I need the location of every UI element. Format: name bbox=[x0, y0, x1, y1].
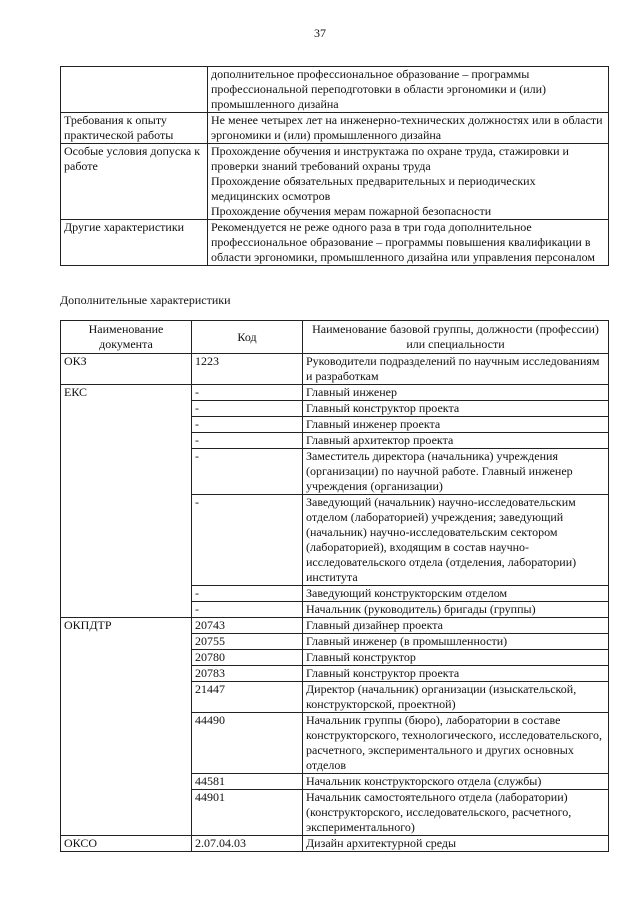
document-cell: ОКСО bbox=[61, 836, 192, 852]
requirement-value bbox=[208, 144, 609, 220]
requirements-row bbox=[61, 67, 609, 113]
name-cell: Директор (начальник) организации (изыскательской, конструкторской, проектной) bbox=[303, 682, 609, 713]
code-cell: 2.07.04.03 bbox=[192, 836, 303, 852]
requirement-value bbox=[208, 220, 609, 266]
requirement-label: Другие характеристики bbox=[61, 220, 208, 266]
table-row bbox=[61, 354, 609, 385]
name-cell: Главный конструктор bbox=[303, 650, 609, 666]
table-row bbox=[61, 836, 609, 852]
table-header-row bbox=[61, 321, 609, 354]
name-cell: Дизайн архитектурной среды bbox=[303, 836, 609, 852]
document-cell: ОКЗ bbox=[61, 354, 192, 385]
name-cell: Начальник самостоятельного отдела (лаборатории) (конструкторского, исследовательского, расчетного, экспериментального) bbox=[303, 790, 609, 836]
code-cell: - bbox=[192, 417, 303, 433]
name-cell: Главный конструктор проекта bbox=[303, 401, 609, 417]
requirement-line: дополнительное профессиональное образование – программы профессиональной переподготовки в области эргономики и (или) промышленного дизайна bbox=[211, 67, 547, 111]
code-cell: 44490 bbox=[192, 713, 303, 774]
name-cell: Заведующий (начальник) научно-исследовательским отделом (лабораторией) учреждения; заведующий (начальник) научно-исследовательским сектором (лабораторией), входящим в состав научно-исследовательского отдела (отделения, лаборатории) института bbox=[303, 495, 609, 586]
requirement-line: Прохождение обучения мерам пожарной безопасности bbox=[211, 204, 492, 218]
requirement-label bbox=[61, 67, 208, 113]
code-cell: - bbox=[192, 586, 303, 602]
name-cell: Главный инженер (в промышленности) bbox=[303, 634, 609, 650]
name-cell: Главный архитектор проекта bbox=[303, 433, 609, 449]
requirement-label: Особые условия допуска к работе bbox=[61, 144, 208, 220]
name-cell: Начальник (руководитель) бригады (группы) bbox=[303, 602, 609, 618]
code-cell: 44901 bbox=[192, 790, 303, 836]
requirement-value bbox=[208, 113, 609, 144]
table-row bbox=[61, 385, 609, 401]
name-cell: Главный дизайнер проекта bbox=[303, 618, 609, 634]
code-cell: 20743 bbox=[192, 618, 303, 634]
name-cell: Главный конструктор проекта bbox=[303, 666, 609, 682]
document-cell: ЕКС bbox=[61, 385, 192, 618]
characteristics-table bbox=[60, 320, 609, 852]
code-cell: 21447 bbox=[192, 682, 303, 713]
name-cell: Начальник группы (бюро), лаборатории в составе конструкторского, технологического, исследовательского, расчетного, экспериментального и других основных отделов bbox=[303, 713, 609, 774]
name-cell: Главный инженер bbox=[303, 385, 609, 401]
code-cell: - bbox=[192, 433, 303, 449]
requirement-value bbox=[208, 67, 609, 113]
code-cell: - bbox=[192, 449, 303, 495]
section-heading: Дополнительные характеристики bbox=[60, 293, 231, 307]
name-cell: Главный инженер проекта bbox=[303, 417, 609, 433]
requirements-table bbox=[60, 66, 609, 266]
code-cell: - bbox=[192, 385, 303, 401]
code-cell: 44581 bbox=[192, 774, 303, 790]
code-cell: - bbox=[192, 495, 303, 586]
code-cell: 20783 bbox=[192, 666, 303, 682]
page-number: 37 bbox=[314, 26, 326, 40]
header-code: Код bbox=[192, 321, 303, 354]
code-cell: - bbox=[192, 401, 303, 417]
code-cell: 20755 bbox=[192, 634, 303, 650]
header-document: Наименование документа bbox=[61, 321, 192, 354]
requirements-row bbox=[61, 113, 609, 144]
name-cell: Заместитель директора (начальника) учреждения (организации) по научной работе. Главный инженер учреждения (организации) bbox=[303, 449, 609, 495]
code-cell: 20780 bbox=[192, 650, 303, 666]
table-row bbox=[61, 618, 609, 634]
requirement-line: Не менее четырех лет на инженерно-технических должностях или в области эргономики и (или) промышленного дизайна bbox=[211, 113, 603, 142]
code-cell: - bbox=[192, 602, 303, 618]
requirement-label: Требования к опыту практической работы bbox=[61, 113, 208, 144]
requirement-line: Прохождение обучения и инструктажа по охране труда, стажировки и проверки знаний требований охраны труда bbox=[211, 144, 569, 173]
requirement-line: Прохождение обязательных предварительных и периодических медицинских осмотров bbox=[211, 174, 536, 203]
document-cell: ОКПДТР bbox=[61, 618, 192, 836]
requirement-line: Рекомендуется не реже одного раза в три года дополнительное профессиональное образование – программы повышения квалификации в области эргономики, промышленного дизайна или управления персоналом bbox=[211, 220, 596, 264]
requirements-row bbox=[61, 144, 609, 220]
name-cell: Заведующий конструкторским отделом bbox=[303, 586, 609, 602]
name-cell: Начальник конструкторского отдела (службы) bbox=[303, 774, 609, 790]
requirements-row bbox=[61, 220, 609, 266]
header-name: Наименование базовой группы, должности (профессии) или специальности bbox=[303, 321, 609, 354]
code-cell: 1223 bbox=[192, 354, 303, 385]
name-cell: Руководители подразделений по научным исследованиям и разработкам bbox=[303, 354, 609, 385]
